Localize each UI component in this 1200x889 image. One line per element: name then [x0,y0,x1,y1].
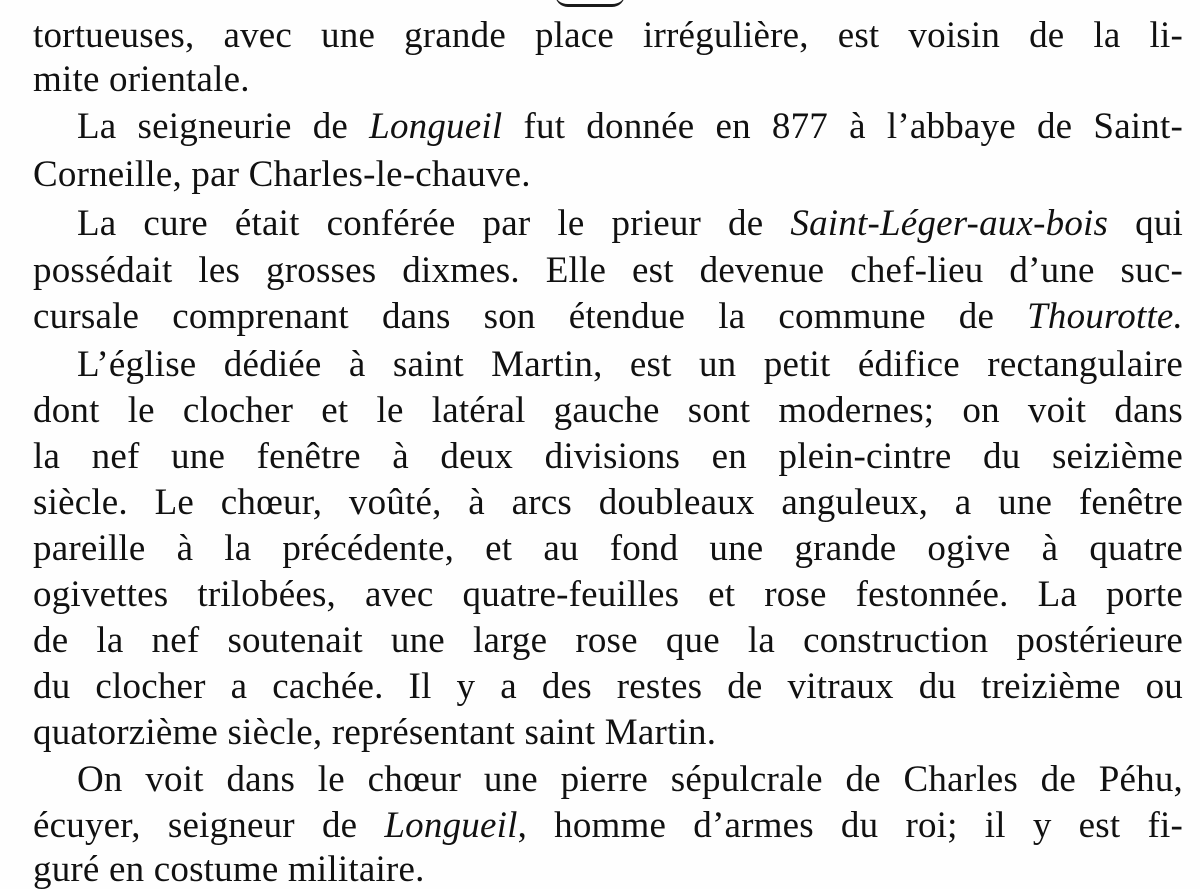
text-line: La seigneurie de Longueil fut donnée en 877 à l’abbaye de Saint- [77,106,1183,147]
text-line: dont le clocher et le latéral gauche sont modernes; on voit dans [33,390,1183,431]
text-line: L’église dédiée à saint Martin, est un petit édifice rectangulaire [77,344,1183,385]
italic-place-name: Thourotte. [1027,296,1183,337]
italic-place-name: Saint-Léger-aux-bois [790,203,1109,244]
text-line: quatorzième siècle, représentant saint Martin. [33,712,717,753]
text-line: écuyer, seigneur de Longueil, homme d’armes du roi; il y est fi- [33,805,1183,846]
text-line: de la nef soutenait une large rose que la construction postérieure [33,620,1183,661]
text-line: tortueuses, avec une grande place irrégulière, est voisin de la li- [33,15,1183,56]
text-line: Corneille, par Charles-le-chauve. [33,154,531,195]
text-line: ogivettes trilobées, avec quatre-feuilles et rose festonnée. La porte [33,574,1183,615]
text-line: La cure était conférée par le prieur de Saint-Léger-aux-bois qui [77,203,1183,244]
text-line: cursale comprenant dans son étendue la commune de Thourotte. [33,296,1183,337]
italic-place-name: Longueil [369,106,503,147]
text-line: la nef une fenêtre à deux divisions en plein-cintre du seizième [33,436,1183,477]
italic-place-name: Longueil [384,805,518,846]
text-line: mite orientale. [33,59,250,100]
text-line: pareille à la précédente, et au fond une grande ogive à quatre [33,528,1183,569]
text-line: possédait les grosses dixmes. Elle est devenue chef-lieu d’une suc- [33,250,1183,291]
text-line: du clocher a cachée. Il y a des restes de vitraux du treizième ou [33,666,1183,707]
page-number-fragment [555,0,625,7]
text-line: guré en costume militaire. [33,849,425,889]
text-line: On voit dans le chœur une pierre sépulcrale de Charles de Péhu, [77,759,1183,800]
text-line: siècle. Le chœur, voûté, à arcs doubleaux anguleux, a une fenêtre [33,482,1183,523]
